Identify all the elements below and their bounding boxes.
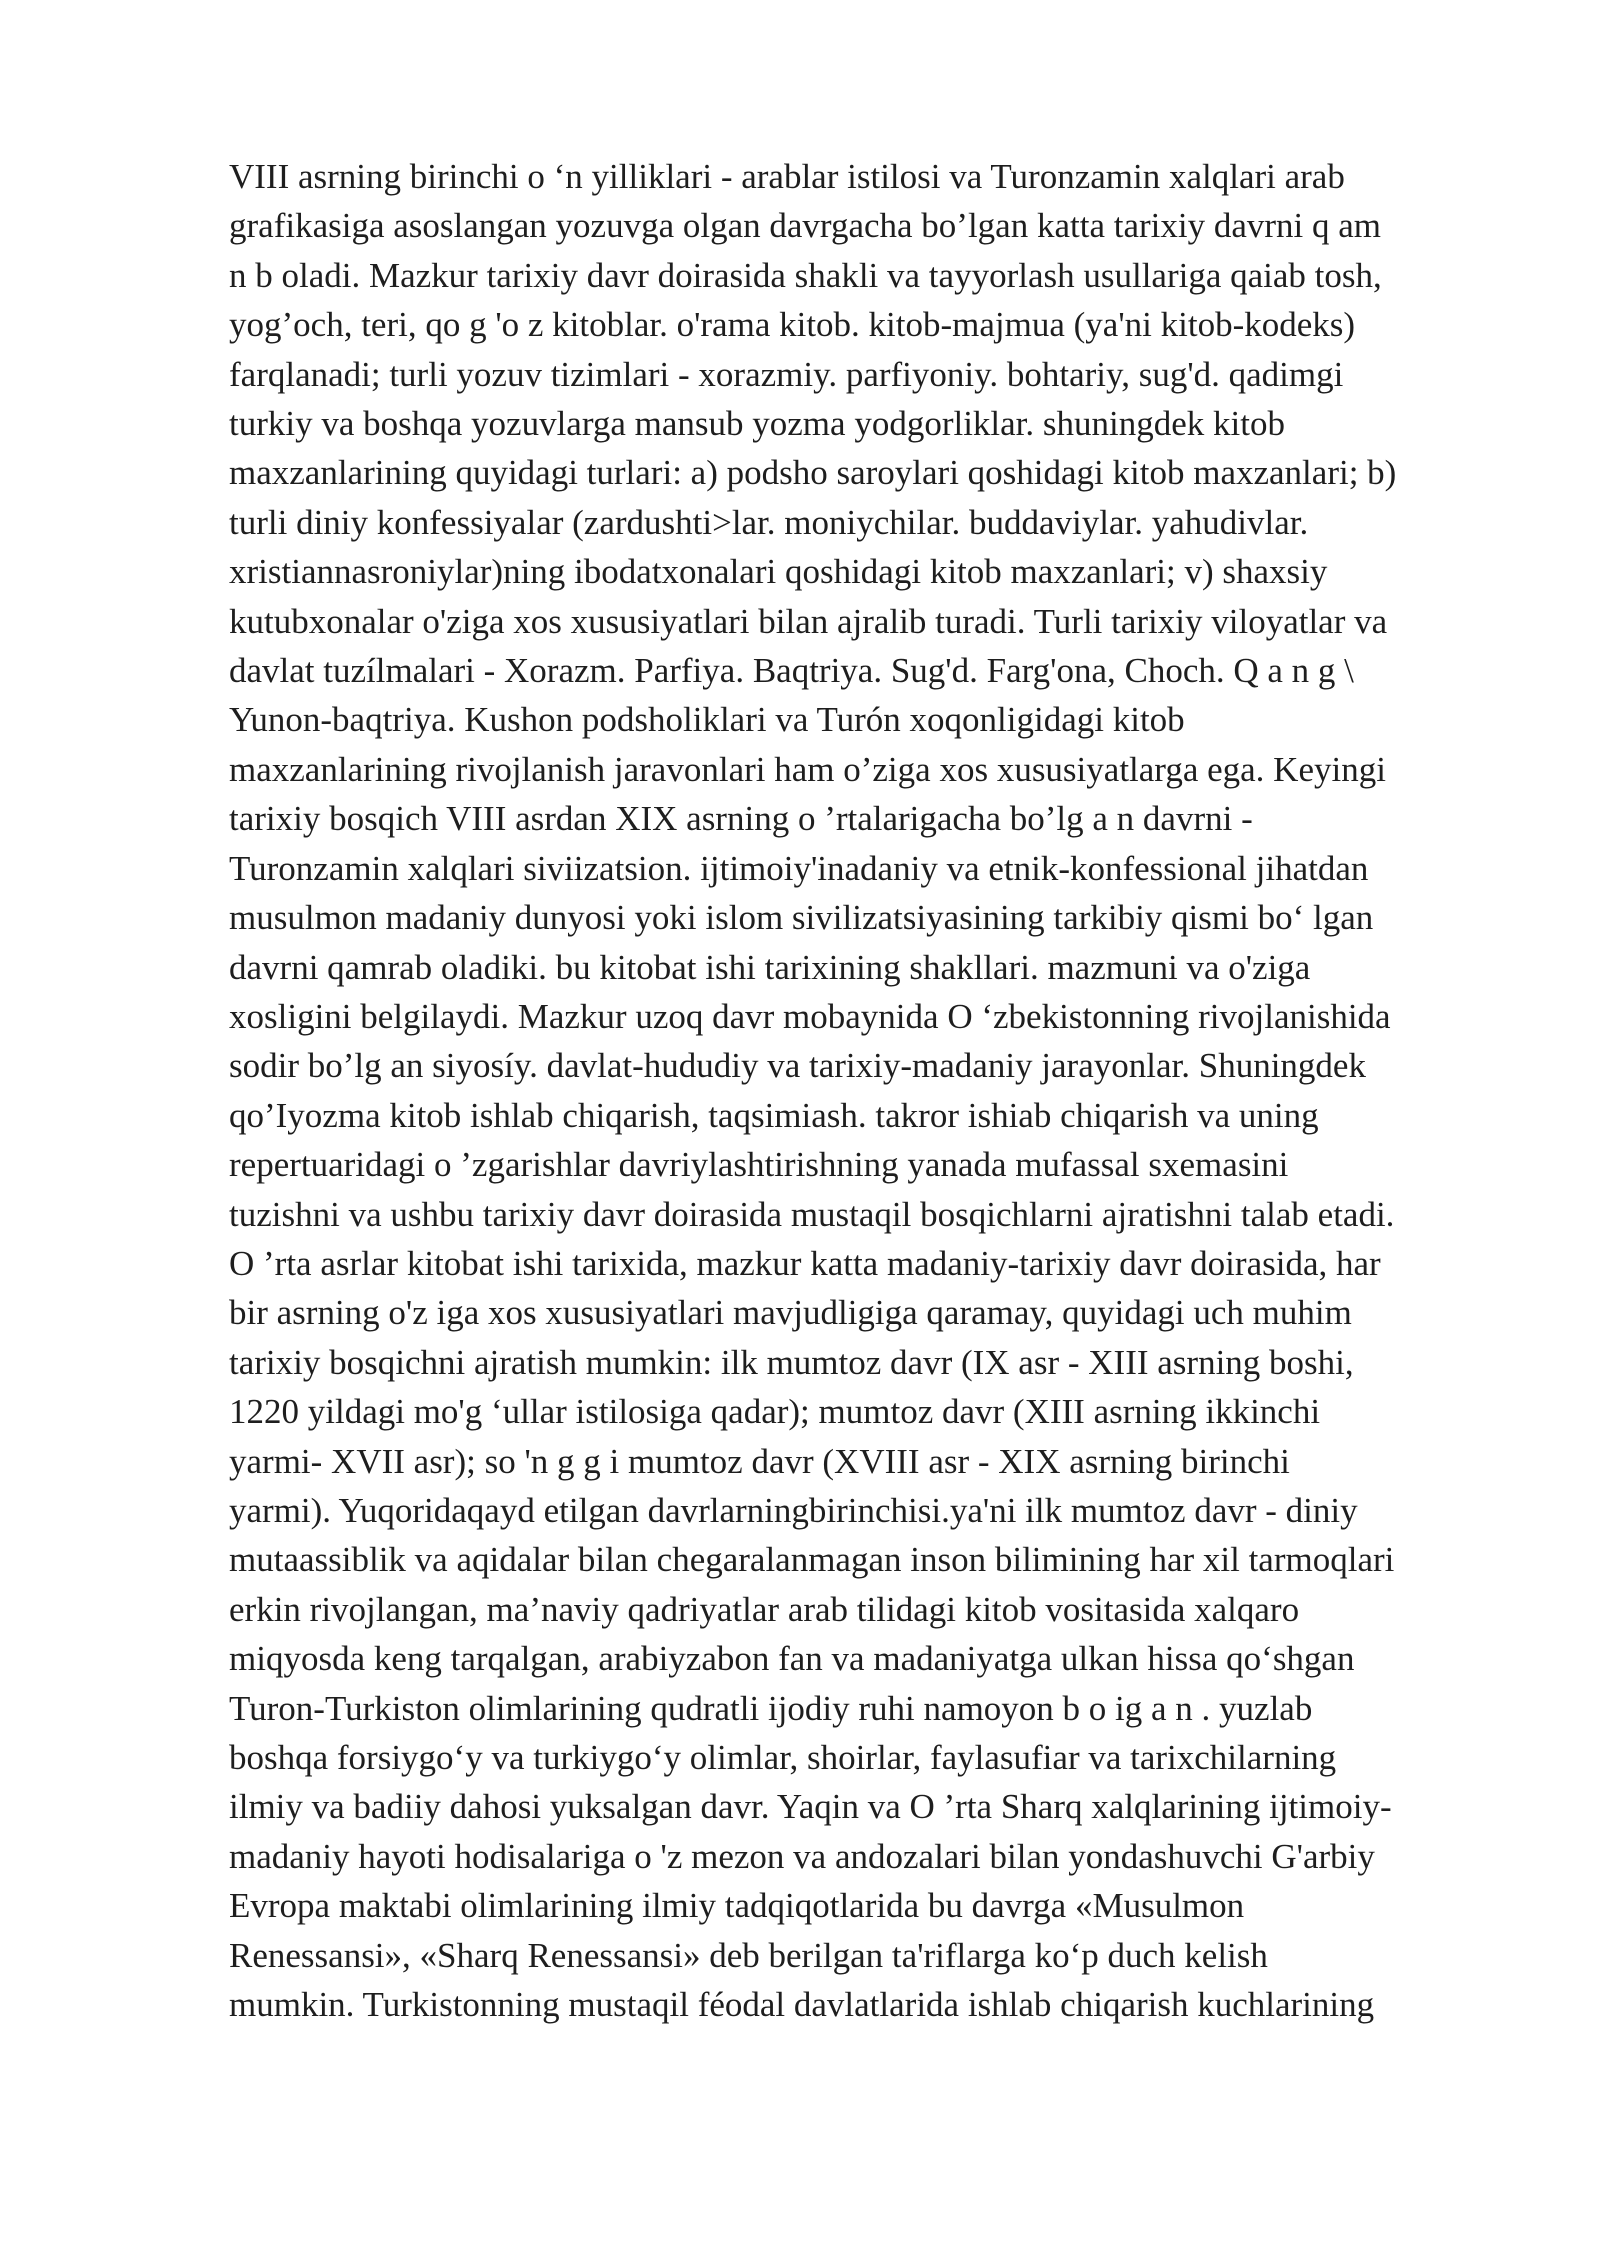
text-line: xristiannasroniylar)ning ibodatxonalari qoshidagi kitob maxzanlari; v) shaxsiy [229,552,1328,592]
text-line: Yunon-baqtriya. Kushon podsholiklari va Turón xoqonligidagi kitob [229,700,1185,740]
text-line: erkin rivojlangan, ma’naviy qadriyatlar arab tilidagi kitob vositasida xalqaro [229,1589,1300,1629]
text-line: mumkin. Turkistonning mustaqil féodal davlatlarida ishlab chiqarish kuchlarining [229,1985,1375,2025]
text-line: sodir bo’lg an siyosíy. davlat-hududiy va tarixiy-madaniy jarayonlar. Shuningdek [229,1046,1366,1086]
text-line: ilmiy va badiiy dahosi yuksalgan davr. Yaqin va O ’rta Sharq xalqlarining ijtimoiy- [229,1787,1392,1827]
text-line: farqlanadi; turli yozuv tizimlari - xorazmiy. parfiyoniy. bohtariy, sug'd. qadimgi [229,354,1344,394]
text-line: repertuaridagi o ’zgarishlar davriylashtirishning yanada mufassal sxemasini [229,1145,1289,1185]
text-line: tarixiy bosqich VIII asrdan XIX asrning o ’rtalarigacha bo’lg a n davrni - [229,799,1253,839]
text-line: yog’och, teri, qo g 'o z kitoblar. o'rama kitob. kitob-majmua (ya'ni kitob-kodeks) [229,305,1356,345]
text-line: yarmi- XVII asr); so 'n g g i mumtoz davr (XVIII asr - XIX asrning birinchi [229,1441,1290,1481]
text-line: Evropa maktabi olimlarining ilmiy tadqiqotlarida bu davrga «Musulmon [229,1886,1245,1926]
text-line: turkiy va boshqa yozuvlarga mansub yozma yodgorliklar. shuningdek kitob [229,404,1285,444]
text-line: mutaassiblik va aqidalar bilan chegaralanmagan inson bilimining har xil tarmoqlari [229,1540,1395,1580]
text-line: maxzanlarining rivojlanish jaravonlari ham o’ziga xos xususiyatlarga ega. Keyingi [229,749,1386,789]
text-line: boshqa forsiygo‘y va turkiygo‘y olimlar, shoirlar, faylasufiar va tarixchilarning [229,1738,1337,1777]
text-line: xosligini belgilaydi. Mazkur uzoq davr mobaynida O ‘zbekistonning rivojlanishida [229,996,1391,1036]
text-line: Turonzamin xalqlari siviizatsion. ijtimoiy'inadaniy va etnik-konfessional jihatdan [229,848,1369,888]
text-line: davlat tuzílmalari - Xorazm. Parfiya. Baqtriya. Sug'd. Farg'ona, Choch. Q a n g \ [229,651,1354,691]
text-line: Renessansi», «Sharq Renessansi» deb berilgan ta'riflarga ko‘p duch kelish [229,1935,1268,1975]
text-line: maxzanlarining quyidagi turlari: a) podsho saroylari qoshidagi kitob maxzanlari; b) [229,453,1397,493]
text-line: kutubxonalar o'ziga xos xususiyatlari bilan ajralib turadi. Turli tarixiy viloyatlar va [229,601,1388,641]
text-line: yarmi). Yuqoridaqayd etilgan davrlarningbirinchisi.ya'ni ilk mumtoz davr - diniy [229,1490,1358,1530]
text-line: davrni qamrab oladiki. bu kitobat ishi tarixining shakllari. mazmuni va o'ziga [229,947,1311,987]
text-line: Turon-Turkiston olimlarining qudratli ijodiy ruhi namoyon b o ig a n . yuzlab [229,1688,1313,1728]
text-line: VIII asrning birinchi o ‘n yilliklari - arablar istilosi va Turonzamin xalqlari arab [229,157,1345,196]
text-line: madaniy hayoti hodisalariga o 'z mezon va andozalari bilan yondashuvchi G'arbiy [229,1836,1375,1876]
text-line: tuzishni va ushbu tarixiy davr doirasida mustaqil bosqichlarni ajratishni talab etadi. [229,1194,1395,1234]
text-line: grafikasiga asoslangan yozuvga olgan davrgacha bo’lgan katta tarixiy davrni q am [229,206,1382,246]
text-line: qo’Iyozma kitob ishlab chiqarish, taqsimiash. takror ishiab chiqarish va uning [229,1095,1319,1135]
text-line: 1220 yildagi mo'g ‘ullar istilosiga qadar); mumtoz davr (XIII asrning ikkinchi [229,1392,1321,1432]
text-line: bir asrning o'z iga xos xususiyatlari mavjudligiga qaramay, quyidagi uch muhim [229,1293,1352,1333]
text-line: O ’rta asrlar kitobat ishi tarixida, mazkur katta madaniy-tarixiy davr doirasida, har [229,1243,1381,1283]
body-text [229,152,1519,2029]
text-line: tarixiy bosqichni ajratish mumkin: ilk mumtoz davr (IX asr - XIII asrning boshi, [229,1342,1354,1382]
text-line: musulmon madaniy dunyosi yoki islom sivilizatsiyasining tarkibiy qismi bo‘ lgan [229,898,1374,938]
text-line: turli diniy konfessiyalar (zardushti>lar. moniychilar. buddaviylar. yahudivlar. [229,502,1309,542]
text-line: n b oladi. Mazkur tarixiy davr doirasida shakli va tayyorlash usullariga qaiab tosh, [229,255,1382,295]
text-line: miqyosda keng tarqalgan, arabiyzabon fan va madaniyatga ulkan hissa qo‘shgan [229,1639,1355,1679]
